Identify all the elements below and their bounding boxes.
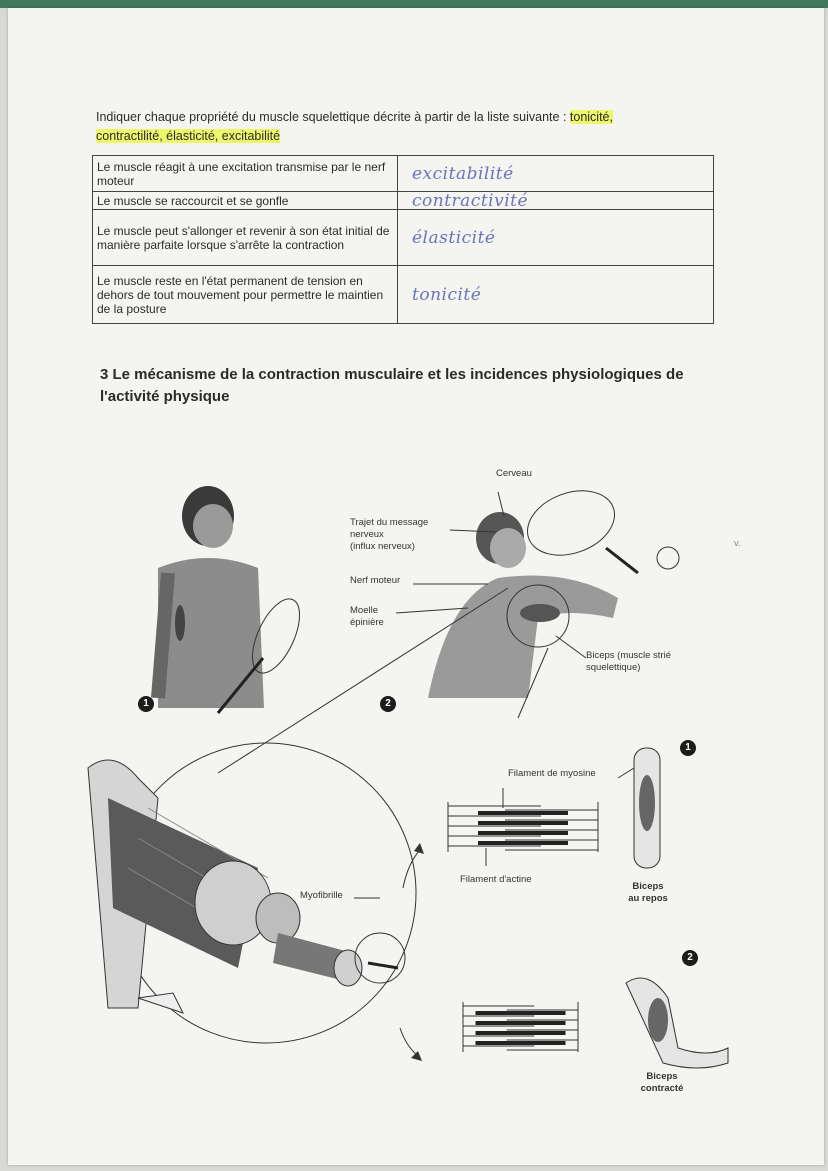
- hitting-player-illustration: [428, 479, 679, 698]
- table-question-cell: Le muscle peut s'allonger et revenir à son état initial de manière parfaite lorsque s'arrête la contraction: [93, 210, 398, 266]
- top-edge-strip: [0, 0, 828, 8]
- label-biceps-contracte-1: Biceps: [646, 1071, 678, 1082]
- label-biceps-1: Biceps (muscle strié: [586, 650, 671, 661]
- label-biceps-repos-2: au repos: [628, 893, 668, 904]
- figure-badge-1: 1: [138, 696, 154, 712]
- label-moelle-1: Moelle: [350, 605, 378, 616]
- label-cerveau: Cerveau: [496, 468, 532, 479]
- table-question-cell: Le muscle réagit à une excitation transmise par le nerf moteur: [93, 156, 398, 192]
- label-trajet-2: nerveux: [350, 529, 384, 540]
- figure-badge-3: 1: [680, 740, 696, 756]
- label-biceps-contracte-2: contracté: [640, 1083, 684, 1094]
- instruction-highlight-2: contractilité, élasticité, excitabilité: [96, 129, 281, 143]
- muscle-contraction-illustration: [8, 8, 824, 1165]
- margin-mark: v.: [734, 538, 741, 549]
- instruction-plain: Indiquer chaque propriété du muscle squelettique décrite à partir de la liste suivante :: [96, 110, 570, 124]
- label-nerf-moteur: Nerf moteur: [350, 575, 401, 586]
- figure-badge-4: 2: [682, 950, 698, 966]
- sarcomere-relaxed-diagram: [448, 788, 598, 866]
- label-biceps-repos-1: Biceps: [632, 881, 664, 892]
- biceps-contracted-illustration: [626, 978, 728, 1068]
- label-trajet-3: (influx nerveux): [350, 541, 415, 552]
- label-myosine: Filament de myosine: [508, 768, 596, 779]
- label-actine: Filament d'actine: [460, 874, 532, 885]
- sarcomere-contracted-diagram: [463, 1002, 578, 1052]
- label-biceps-2: squelettique): [586, 662, 641, 673]
- table-question-cell: Le muscle reste en l'état permanent de tension en dehors de tout mouvement pour permettre le maintien de la posture: [93, 266, 398, 324]
- table-answer-cell: élasticité: [398, 210, 714, 266]
- instruction-highlight-1: tonicité,: [569, 110, 613, 124]
- table-answer-cell: excitabilité: [398, 156, 714, 192]
- label-moelle-2: épinière: [350, 617, 384, 628]
- table-answer-cell: contractivité: [398, 192, 714, 210]
- label-trajet-1: Trajet du message: [350, 517, 429, 528]
- muscle-cross-section-illustration: [88, 743, 416, 1043]
- biceps-rest-illustration: [618, 748, 660, 868]
- table-answer-cell: tonicité: [398, 266, 714, 324]
- figure-badge-2: 2: [380, 696, 396, 712]
- worksheet-page: [8, 8, 824, 1165]
- standing-player-illustration: [158, 486, 309, 713]
- table-question-cell: Le muscle se raccourcit et se gonfle: [93, 192, 398, 210]
- section-title: 3 Le mécanisme de la contraction musculaire et les incidences physiologiques de l'activité physique: [100, 366, 684, 405]
- label-myofibrille: Myofibrille: [300, 890, 343, 901]
